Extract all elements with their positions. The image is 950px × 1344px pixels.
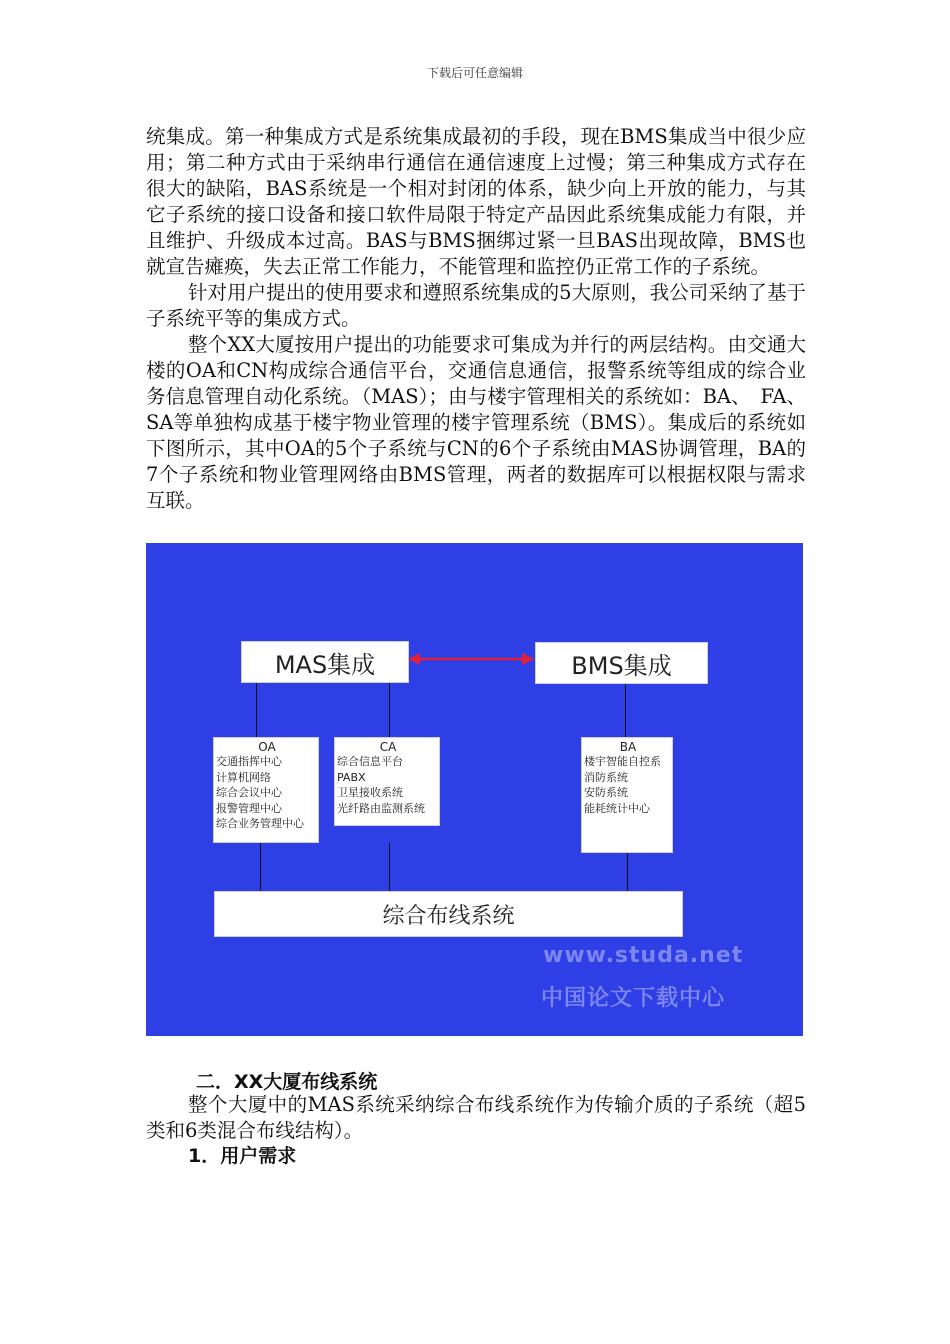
ba-item: 消防系统 <box>584 770 628 784</box>
body-text-block <box>146 124 806 514</box>
connector-line <box>256 681 257 737</box>
oa-title: OA <box>258 740 276 754</box>
cabling-label: 综合布线系统 <box>382 903 515 929</box>
paragraph: 针对用户提出的使用要求和遵照系统集成的5大原则，我公司采纳了基于子系统平等的集成方式。 <box>146 281 806 330</box>
ba-box <box>581 737 673 853</box>
ba-title: BA <box>619 740 637 754</box>
mas-label: MAS集成 <box>274 650 376 679</box>
oa-item: 报警管理中心 <box>216 801 282 815</box>
bms-label: BMS集成 <box>571 651 672 680</box>
oa-item: 综合会议中心 <box>216 786 282 799</box>
oa-box <box>213 737 319 843</box>
bms-box <box>535 642 708 684</box>
system-diagram <box>146 543 803 1036</box>
ba-item: 安防系统 <box>584 786 628 799</box>
oa-item: 交通指挥中心 <box>216 755 282 768</box>
double-arrow-icon <box>408 651 534 667</box>
ca-item: 光纤路由监测系统 <box>337 801 425 815</box>
connector-line <box>625 681 626 737</box>
oa-item: 综合业务管理中心 <box>216 817 304 830</box>
page-header: 下载后可任意编辑 <box>426 66 523 80</box>
watermark-url: www.studa.net <box>543 943 744 968</box>
paragraph: 整个大厦中的MAS系统采纳综合布线系统作为传输介质的子系统（超5类和6类混合布线结构）。 <box>146 1093 806 1142</box>
connector-line <box>260 843 261 891</box>
paragraph: 统集成。第一种集成方式是系统集成最初的手段，现在BMS集成当中很少应用；第二种方式由于采纳串行通信在通信速度上过慢；第三种集成方式存在很大的缺陷，BAS系统是一个相对封闭的体系，缺少向上开放的能力，与其它子系统的接口设备和接口软件局限于特定产品因此系统集成能力有限，并且维护、升级成本过高。BAS与BMS捆绑过紧一旦BAS出现故障，BMS也就宣告瘫痪，失去正常工作能力，不能管理和监控仍正常工作的子系统。 <box>146 125 806 278</box>
ca-item: 卫星接收系统 <box>337 786 403 799</box>
connector-line <box>389 843 390 891</box>
connector-line <box>627 853 628 891</box>
ca-title: CA <box>379 740 397 754</box>
section-heading: 二．XX大厦布线系统 <box>196 1071 378 1093</box>
watermark-cn: 中国论文下载中心 <box>541 986 726 1011</box>
ca-box <box>334 737 440 826</box>
ca-item: PABX <box>337 770 366 784</box>
section-body <box>146 1092 806 1144</box>
ba-item: 能耗统计中心 <box>584 801 650 815</box>
paragraph: 整个XX大厦按用户提出的功能要求可集成为并行的两层结构。由交通大楼的OA和CN构成综合通信平台，交通信息通信，报警系统等组成的综合业务信息管理自动化系统。（MAS）；由与楼宇管理相关的系统如：BA、 FA、SA等单独构成基于楼宇物业管理的楼宇管理系统（BMS）。集成后的系统如下图所示，其中OA的5个子系统与CN的6个子系统由MAS协调管理，BA的7个子系统和物业管理网络由BMS管理，两者的数据库可以根据权限与需求互联。 <box>146 333 806 512</box>
ca-item: 综合信息平台 <box>337 755 403 768</box>
sub-heading: 1．用户需求 <box>188 1145 297 1167</box>
ba-item: 楼宇智能自控系 <box>584 755 661 768</box>
connector-line <box>389 681 390 737</box>
cabling-box <box>214 891 683 937</box>
oa-item: 计算机网络 <box>216 770 271 784</box>
mas-box <box>241 641 409 683</box>
